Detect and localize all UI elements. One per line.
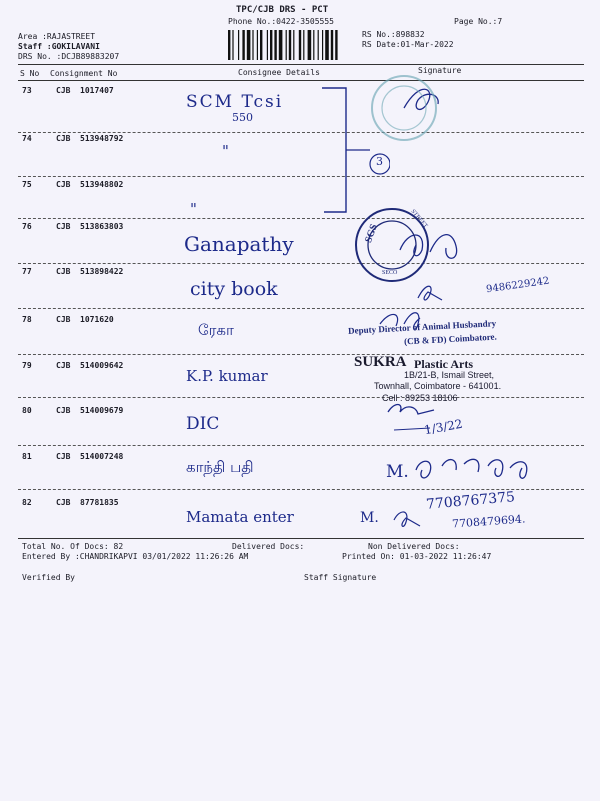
sgs-stamp-bottom: SECO bbox=[382, 270, 398, 276]
col-signature: Signature bbox=[418, 66, 462, 75]
bracket-note: 3 bbox=[376, 155, 383, 168]
row-consignment-no: 1071620 bbox=[80, 315, 114, 324]
signature-phone: 7708767375 bbox=[425, 489, 516, 513]
signature-phone: 7708479694. bbox=[451, 512, 526, 531]
document-title: TPC/CJB DRS - PCT bbox=[236, 5, 329, 15]
row-sno: 79 bbox=[22, 361, 32, 370]
row-cjb: CJB bbox=[56, 222, 71, 231]
row-consignee-details-extra: 550 bbox=[232, 111, 253, 124]
row-cjb: CJB bbox=[56, 498, 71, 507]
sukra-stamp-name: SUKRA bbox=[354, 354, 407, 370]
printed-on: Printed On: 01-03-2022 11:26:47 bbox=[342, 552, 492, 561]
signature-initial: M. bbox=[360, 510, 379, 526]
row-consignee-details: " bbox=[222, 142, 229, 160]
signature-phone: 9486229242 bbox=[485, 275, 551, 296]
drs-number: DRS No. :DCJB89883207 bbox=[18, 52, 120, 61]
row-sno: 82 bbox=[22, 498, 32, 507]
entered-by: Entered By :CHANDRIKAPVI 03/01/2022 11:26:26 AM bbox=[22, 552, 249, 561]
signature-date: 1/3/22 bbox=[423, 416, 464, 438]
row-sno: 74 bbox=[22, 134, 32, 143]
row-sno: 76 bbox=[22, 222, 32, 231]
row-consignee-details: SCM Tcsi bbox=[186, 92, 284, 112]
round-stamp-top bbox=[368, 72, 440, 144]
row-consignment-no: 513863803 bbox=[80, 222, 124, 231]
row-consignee-details: Mamata enter bbox=[186, 508, 294, 526]
row-cjb: CJB bbox=[56, 134, 71, 143]
sukra-stamp-cell: Cell : 89253 18106 bbox=[382, 393, 458, 403]
row-sno: 78 bbox=[22, 315, 32, 324]
row-consignee-details: DIC bbox=[186, 414, 220, 434]
row-sno: 81 bbox=[22, 452, 32, 461]
row-consignment-no: 514009679 bbox=[80, 406, 124, 415]
row-consignee-details: K.P. kumar bbox=[186, 367, 268, 385]
sukra-stamp-tail: Plastic Arts bbox=[414, 357, 473, 371]
row-sno: 73 bbox=[22, 86, 32, 95]
row-sno: 75 bbox=[22, 180, 32, 189]
verified-by: Verified By bbox=[22, 573, 75, 582]
header-rule bbox=[18, 64, 584, 65]
row-cjb: CJB bbox=[56, 452, 71, 461]
rs-number: RS No.:898832 bbox=[362, 30, 425, 39]
col-sno: S No bbox=[20, 69, 40, 78]
row-consignment-no: 513948792 bbox=[80, 134, 124, 143]
row-consignment-no: 513948802 bbox=[80, 180, 124, 189]
col-consignee-details: Consignee Details bbox=[238, 68, 320, 77]
deputy-stamp-line2: (CB & FD) Coimbatore. bbox=[403, 331, 498, 347]
delivered-docs: Delivered Docs: bbox=[232, 542, 305, 551]
col-consignment: Consignment No bbox=[50, 69, 118, 78]
row-consignment-no: 514007248 bbox=[80, 452, 124, 461]
total-docs: Total No. Of Docs: 82 bbox=[22, 542, 124, 551]
row-cjb: CJB bbox=[56, 267, 71, 276]
row-cjb: CJB bbox=[56, 361, 71, 370]
row-consignee-details: காந்தி பதி bbox=[186, 458, 254, 476]
sgs-stamp-text: SGS bbox=[363, 222, 380, 245]
row-consignment-no: 1017407 bbox=[80, 86, 114, 95]
row-consignment-no: 514009642 bbox=[80, 361, 124, 370]
row-consignee-details: city book bbox=[190, 278, 278, 300]
rs-date: RS Date:01-Mar-2022 bbox=[362, 40, 454, 49]
row-cjb: CJB bbox=[56, 315, 71, 324]
non-delivered-docs: Non Delivered Docs: bbox=[368, 542, 460, 551]
area-label: Area :RAJASTREET bbox=[18, 32, 96, 41]
row-consignee-details: Ganapathy bbox=[184, 232, 294, 256]
row-consignment-no: 513898422 bbox=[80, 267, 124, 276]
signature-initial: M. bbox=[386, 462, 409, 482]
row-consignee-details: " bbox=[190, 200, 197, 218]
deputy-stamp-line1: Deputy Director of Animal Husbandry bbox=[347, 318, 497, 336]
staff-label: Staff :GOKILAVANI bbox=[18, 42, 100, 51]
row-cjb: CJB bbox=[56, 180, 71, 189]
row-cjb: CJB bbox=[56, 406, 71, 415]
row-sno: 80 bbox=[22, 406, 32, 415]
phone-number: Phone No.:0422-3505555 bbox=[228, 17, 334, 26]
barcode bbox=[228, 30, 356, 60]
sgs-stamp-right: STREET bbox=[409, 208, 429, 230]
row-sno: 77 bbox=[22, 267, 32, 276]
staff-signature: Staff Signature bbox=[304, 573, 377, 582]
row-consignment-no: 87781835 bbox=[80, 498, 119, 507]
sukra-stamp-address: Townhall, Coimbatore - 641001. bbox=[374, 381, 502, 391]
row-consignee-details: ரேகா bbox=[198, 321, 234, 339]
table-end-rule bbox=[18, 538, 584, 539]
sukra-stamp-address: 1B/21-B, Ismail Street, bbox=[404, 370, 495, 380]
page-number: Page No.:7 bbox=[454, 17, 503, 26]
row-cjb: CJB bbox=[56, 86, 71, 95]
